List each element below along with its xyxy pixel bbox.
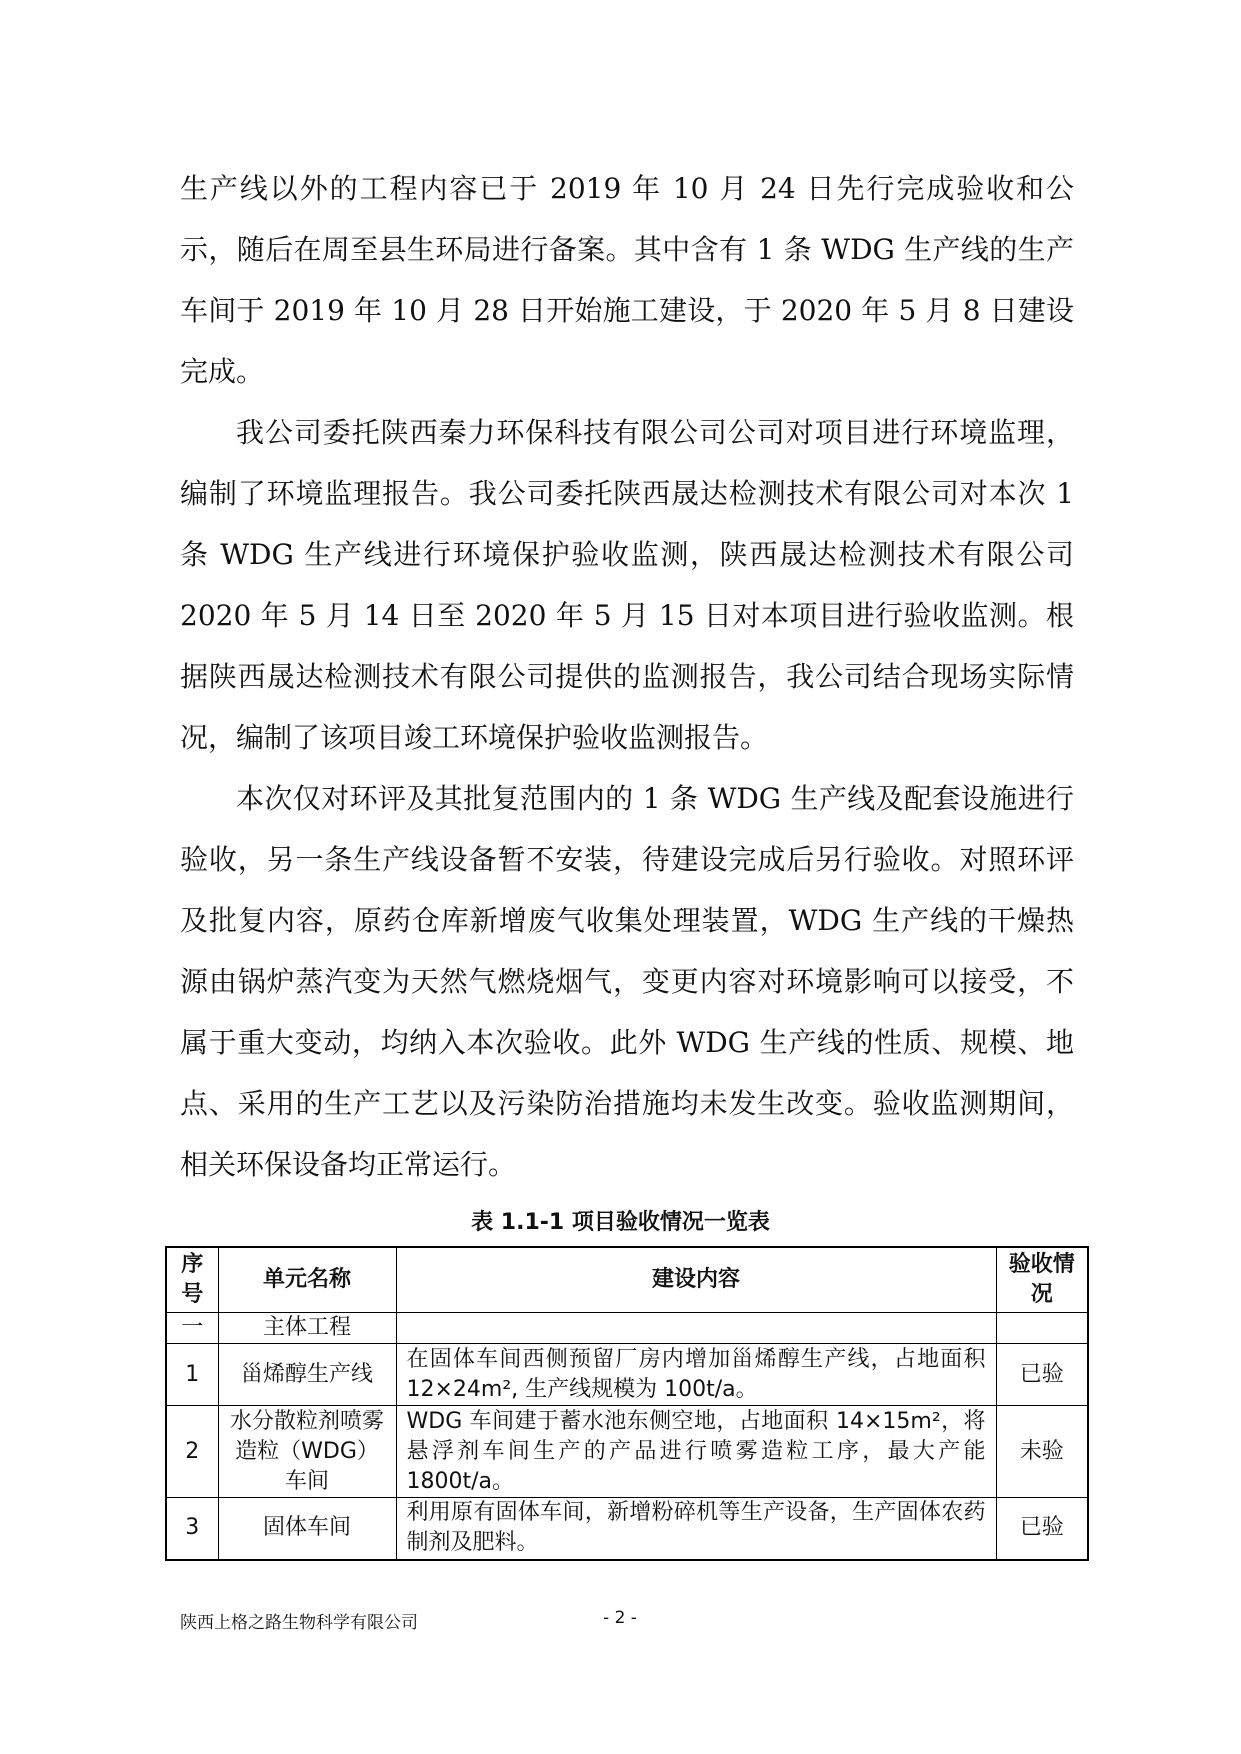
table-row bbox=[166, 1313, 1088, 1344]
header-unit: 单元名称 bbox=[218, 1247, 396, 1313]
cell-status bbox=[996, 1313, 1088, 1344]
cell-unit: 甾烯醇生产线 bbox=[218, 1344, 396, 1406]
cell-unit: 固体车间 bbox=[218, 1498, 396, 1560]
body-text bbox=[180, 158, 1074, 1195]
header-content: 建设内容 bbox=[396, 1247, 996, 1313]
cell-unit: 主体工程 bbox=[218, 1313, 396, 1344]
cell-no: 2 bbox=[166, 1406, 218, 1498]
cell-content: 在固体车间西侧预留厂房内增加甾烯醇生产线，占地面积 12×24m², 生产线规模为 100t/a。 bbox=[396, 1344, 996, 1406]
cell-status: 已验 bbox=[996, 1498, 1088, 1560]
cell-status: 未验 bbox=[996, 1406, 1088, 1498]
page-number: - 2 - bbox=[603, 1608, 637, 1628]
paragraph-1: 生产线以外的工程内容已于 2019 年 10 月 24 日先行完成验收和公示，随后在周至县生环局进行备案。其中含有 1 条 WDG 生产线的生产车间于 2019 年 10 月 28 日开始施工建设，于 2020 年 5 月 8 日建设完成。 bbox=[180, 172, 1074, 388]
table-row bbox=[166, 1498, 1088, 1560]
cell-unit: 水分散粒剂喷雾造粒（WDG）车间 bbox=[218, 1406, 396, 1498]
cell-content bbox=[396, 1313, 996, 1344]
footer-company: 陕西上格之路生物科学有限公司 bbox=[180, 1613, 418, 1633]
table-caption: 表 1.1-1 项目验收情况一览表 bbox=[471, 1210, 770, 1235]
cell-no: 1 bbox=[166, 1344, 218, 1406]
table-row bbox=[166, 1344, 1088, 1406]
paragraph-3: 本次仅对环评及其批复范围内的 1 条 WDG 生产线及配套设施进行验收，另一条生产线设备暂不安装，待建设完成后另行验收。对照环评及批复内容，原药仓库新增废气收集处理装置，WDG 生产线的干燥热源由锅炉蒸汽变为天然气燃烧烟气，变更内容对环境影响可以接受，不属于重大变动，均纳入本次验收。此外 WDG 生产线的性质、规模、地点、采用的生产工艺以及污染防治措施均未发生改变。验收监测期间，相关环保设备均正常运行。 bbox=[180, 782, 1074, 1181]
cell-content: 利用原有固体车间，新增粉碎机等生产设备，生产固体农药制剂及肥料。 bbox=[396, 1498, 996, 1560]
header-status: 验收情况 bbox=[996, 1247, 1088, 1313]
header-no: 序号 bbox=[166, 1247, 218, 1313]
cell-content: WDG 车间建于蓄水池东侧空地，占地面积 14×15m²，将悬浮剂车间生产的产品进行喷雾造粒工序，最大产能 1800t/a。 bbox=[396, 1406, 996, 1498]
paragraph-2: 我公司委托陕西秦力环保科技有限公司公司对项目进行环境监理，编制了环境监理报告。我公司委托陕西晟达检测技术有限公司对本次 1 条 WDG 生产线进行环境保护验收监测，陕西晟达检测技术有限公司 2020 年 5 月 14 日至 2020 年 5 月 15 日对本项目进行验收监测。根据陕西晟达检测技术有限公司提供的监测报告，我公司结合现场实际情况，编制了该项目竣工环境保护验收监测报告。 bbox=[180, 416, 1074, 754]
table-row bbox=[166, 1406, 1088, 1498]
acceptance-table bbox=[165, 1246, 1089, 1561]
table-header-row bbox=[166, 1247, 1088, 1313]
cell-status: 已验 bbox=[996, 1344, 1088, 1406]
cell-no: 一 bbox=[166, 1313, 218, 1344]
cell-no: 3 bbox=[166, 1498, 218, 1560]
